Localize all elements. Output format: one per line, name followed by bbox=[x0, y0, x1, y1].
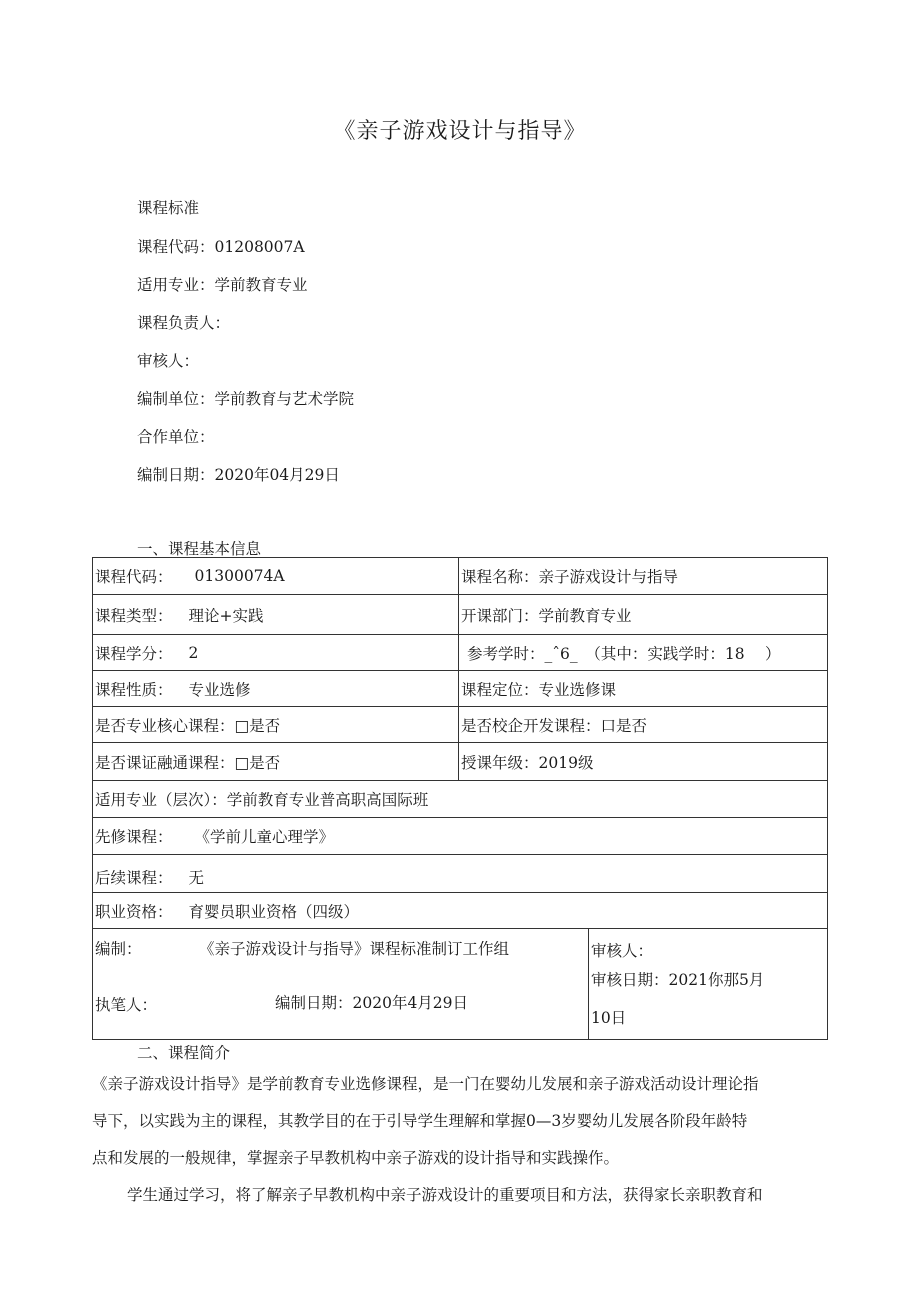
compile-value: 《亲子游戏设计与指导》课程标准制订工作组 bbox=[199, 940, 510, 958]
meta-unit: 编制单位：学前教育与艺术学院 bbox=[137, 390, 355, 408]
table-row bbox=[92, 893, 828, 929]
review-block bbox=[589, 929, 827, 1039]
applicable-major-cell: 适用专业（层次）：学前教育专业普高职高国际班 bbox=[95, 791, 429, 809]
nature-label: 课程性质： bbox=[95, 680, 173, 699]
section-basic-info-heading: 一、课程基本信息 bbox=[137, 540, 262, 558]
review-date: 审核日期：2021你那5月 bbox=[591, 971, 765, 989]
department-cell bbox=[459, 595, 827, 634]
intro-paragraph bbox=[92, 1066, 828, 1214]
reviewer-label: 审核人： bbox=[591, 942, 654, 960]
nature-cell bbox=[93, 671, 459, 706]
followup-value: 无 bbox=[188, 869, 205, 887]
compile-date: 编制日期：2020年4月29日 bbox=[275, 994, 469, 1012]
section-intro-heading: 二、课程简介 bbox=[137, 1044, 231, 1062]
course-code-cell bbox=[93, 558, 459, 594]
qualification-cell bbox=[93, 893, 827, 928]
department-value: 学前教育专业 bbox=[538, 606, 632, 625]
writer-label: 执笔人： bbox=[95, 996, 158, 1014]
credit-cell bbox=[93, 635, 459, 670]
compile-label: 编制： bbox=[95, 940, 142, 958]
intro-line-2: 导下，以实践为主的课程，其教学目的在于引导学生理解和掌握0—3岁婴幼儿发展各阶段年龄特 bbox=[92, 1112, 748, 1130]
course-code-label: 课程代码： bbox=[95, 568, 173, 586]
credit-value: 2 bbox=[188, 643, 199, 662]
table-row bbox=[92, 781, 828, 818]
course-type-label: 课程类型： bbox=[95, 606, 173, 625]
course-name-cell bbox=[459, 558, 827, 594]
course-code-value: 01300074A bbox=[194, 567, 285, 585]
meta-partner: 合作单位： bbox=[137, 428, 215, 446]
course-type-cell bbox=[93, 595, 459, 634]
meta-date: 编制日期：2020年04月29日 bbox=[137, 466, 340, 484]
department-label: 开课部门： bbox=[461, 606, 539, 625]
grade-cell: 授课年级：2019级 bbox=[461, 753, 594, 772]
prerequisite-value: 《学前儿童心理学》 bbox=[194, 828, 335, 846]
course-name-value: 亲子游戏设计与指导 bbox=[538, 568, 679, 586]
table-row bbox=[92, 557, 828, 595]
school-enterprise-cell: 是否校企开发课程：口是否 bbox=[461, 716, 648, 735]
certificate-cell: 是否课证融通课程：□是否 bbox=[93, 743, 459, 780]
table-row bbox=[92, 671, 828, 707]
intro-line-1: 《亲子游戏设计指导》是学前教育专业选修课程，是一门在婴幼儿发展和亲子游戏活动设计理论指 bbox=[92, 1075, 759, 1093]
meta-owner: 课程负责人： bbox=[137, 314, 231, 332]
table-row bbox=[92, 707, 828, 743]
followup-label: 后续课程： bbox=[95, 869, 173, 887]
table-row bbox=[92, 855, 828, 893]
qualification-label: 职业资格： bbox=[95, 902, 173, 921]
meta-major: 适用专业：学前教育专业 bbox=[137, 276, 308, 294]
course-type-value: 理论+实践 bbox=[188, 606, 264, 625]
table-row bbox=[92, 635, 828, 671]
followup-cell bbox=[93, 866, 827, 892]
course-info-table bbox=[92, 557, 828, 1040]
positioning-label: 课程定位： bbox=[461, 680, 539, 699]
nature-value: 专业选修 bbox=[188, 680, 251, 699]
qualification-value: 育婴员职业资格（四级） bbox=[188, 902, 360, 921]
prerequisite-cell bbox=[93, 818, 827, 854]
course-name-label: 课程名称： bbox=[461, 568, 539, 586]
meta-reviewer: 审核人： bbox=[137, 352, 200, 370]
prerequisite-label: 先修课程： bbox=[95, 828, 173, 846]
hours-cell: 参考学时：_ˆ6_ （其中：实践学时：18 ） bbox=[467, 644, 781, 663]
table-row bbox=[92, 818, 828, 855]
table-row bbox=[92, 595, 828, 635]
positioning-cell bbox=[459, 671, 827, 706]
intro-line-3: 点和发展的一般规律，掌握亲子早教机构中亲子游戏的设计指导和实践操作。 bbox=[92, 1149, 620, 1167]
credit-label: 课程学分： bbox=[95, 644, 173, 663]
meta-course-code: 课程代码：01208007A bbox=[137, 238, 305, 256]
review-date-cont: 10日 bbox=[591, 1009, 627, 1027]
positioning-value: 专业选修课 bbox=[538, 680, 617, 699]
signature-row bbox=[92, 929, 828, 1040]
meta-standard: 课程标准 bbox=[137, 199, 200, 217]
compile-block bbox=[93, 929, 589, 1039]
core-course-cell: 是否专业核心课程：□是否 bbox=[93, 707, 459, 742]
intro-line-4: 学生通过学习，将了解亲子早教机构中亲子游戏设计的重要项目和方法，获得家长亲职教育和 bbox=[127, 1186, 763, 1204]
document-title: 《亲子游戏设计与指导》 bbox=[333, 119, 587, 144]
table-row bbox=[92, 743, 828, 781]
